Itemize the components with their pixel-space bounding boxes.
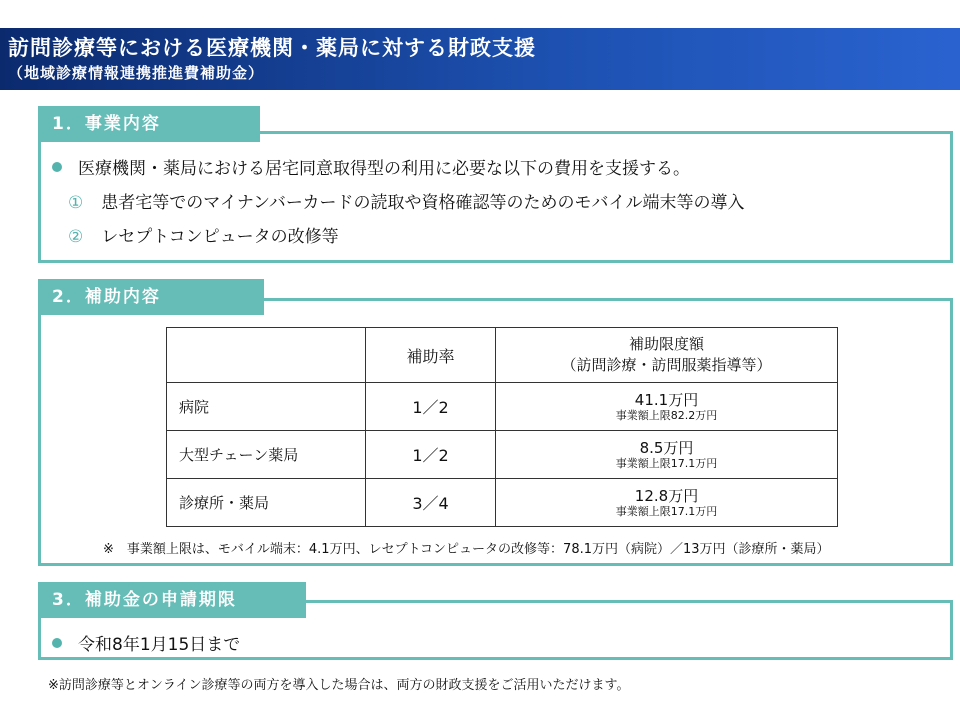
section2-heading: 2．補助内容 [38, 279, 264, 315]
row-rate: 1／2 [366, 383, 496, 431]
table-header-limit-line2: （訪問診療・訪問服薬指導等） [561, 356, 772, 374]
table-header-rate: 補助率 [366, 328, 496, 383]
header-banner [0, 28, 960, 90]
table-header-empty [167, 328, 366, 383]
row-cap: 事業額上限17.1万円 [615, 504, 718, 518]
section1-item-1-text: 患者宅等でのマイナンバーカードの読取や資格確認等のためのモバイル端末等の導入 [101, 193, 745, 213]
section3-bullet-text: 令和8年1月15日まで [78, 635, 241, 655]
row-rate: 3／4 [366, 479, 496, 527]
row-amount: 8.5万円 [639, 438, 694, 457]
footnote: ※訪問診療等とオンライン診療等の両方を導入した場合は、両方の財政支援をご活用いただけます。 [48, 678, 630, 693]
table-row [167, 479, 838, 527]
subsidy-table [166, 327, 838, 527]
section1-bullet [52, 154, 690, 179]
row-limit [496, 383, 838, 431]
page-title: 訪問診療等における医療機関・薬局に対する財政支援 [8, 36, 536, 60]
section3-bullet [52, 630, 240, 655]
row-name: 大型チェーン薬局 [167, 431, 366, 479]
section1-heading: 1．事業内容 [38, 106, 260, 142]
table-header-limit [496, 328, 838, 383]
row-name: 病院 [167, 383, 366, 431]
row-amount: 41.1万円 [634, 390, 699, 409]
page-subtitle: （地域診療情報連携推進費補助金） [8, 64, 265, 82]
section1-item-2 [68, 222, 339, 247]
table-header-limit-line1: 補助限度額 [628, 335, 704, 353]
bullet-dot-icon [52, 638, 62, 648]
circled-number-2: ② [68, 227, 84, 247]
bullet-dot-icon [52, 162, 62, 172]
row-amount: 12.8万円 [634, 486, 699, 505]
row-cap: 事業額上限17.1万円 [615, 456, 718, 470]
section1-bullet-text: 医療機関・薬局における居宅同意取得型の利用に必要な以下の費用を支援する。 [78, 159, 690, 179]
row-limit [496, 431, 838, 479]
section3-heading: 3．補助金の申請期限 [38, 582, 306, 618]
table-row [167, 383, 838, 431]
table-row [167, 431, 838, 479]
table-note: ※ 事業額上限は、モバイル端末：4.1万円、レセプトコンピュータの改修等：78.1万円（病院）／13万円（診療所・薬局） [103, 542, 830, 557]
section1-item-2-text: レセプトコンピュータの改修等 [101, 227, 339, 247]
row-rate: 1／2 [366, 431, 496, 479]
row-limit [496, 479, 838, 527]
row-cap: 事業額上限82.2万円 [615, 408, 718, 422]
row-name: 診療所・薬局 [167, 479, 366, 527]
table-header-row [167, 328, 838, 383]
circled-number-1: ① [68, 193, 84, 213]
section1-item-1 [68, 188, 745, 213]
